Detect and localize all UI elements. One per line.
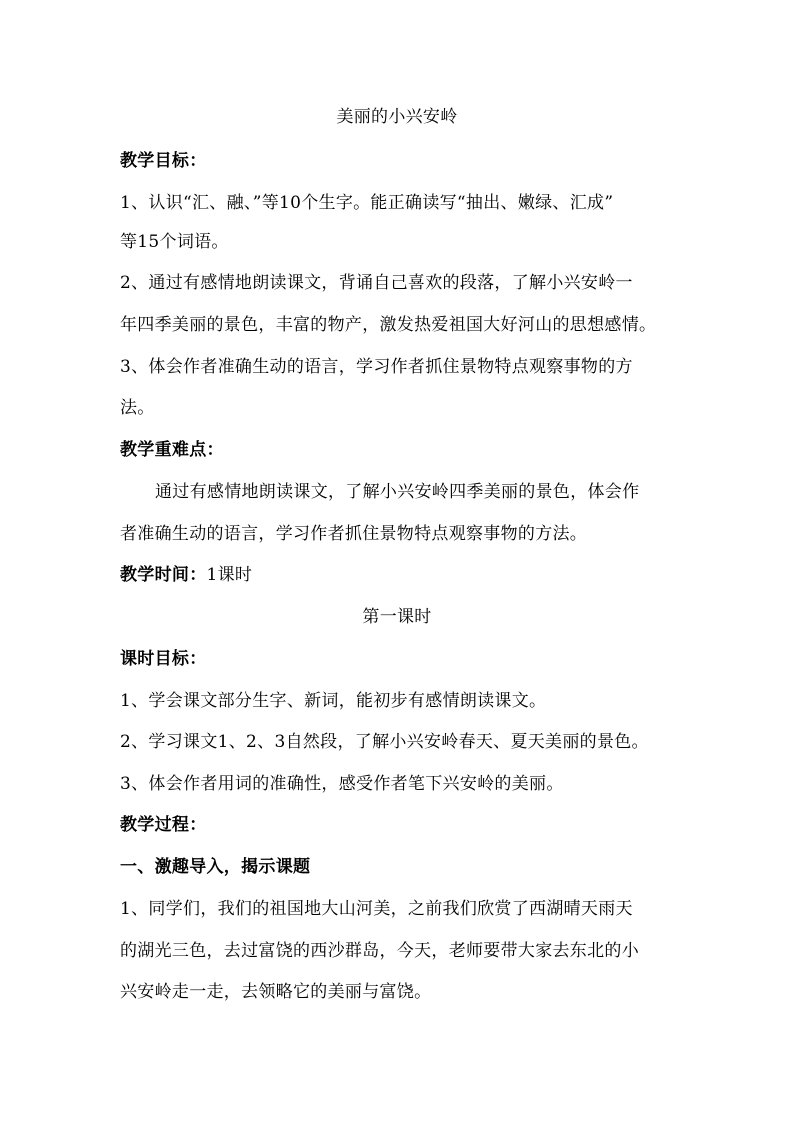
lesson-goal-2: 2、学习课文1、2、3自然段，了解小兴安岭春天、夏天美丽的景色。: [120, 732, 649, 752]
goal-2-line-2: 年四季美丽的景色，丰富的物产，激发热爱祖国大好河山的思想感情。: [120, 315, 657, 335]
lesson-goals-heading: 课时目标：: [120, 649, 207, 669]
key-points-line-1: 通过有感情地朗读课文，了解小兴安岭四季美丽的景色，体会作: [155, 482, 640, 502]
key-points-line-2: 者准确生动的语言，学习作者抓住景物特点观察事物的方法。: [120, 524, 588, 544]
para-1-line-2: 的湖光三色，去过富饶的西沙群岛，今天，老师要带大家去东北的小: [120, 941, 639, 961]
teaching-time: [120, 565, 680, 585]
lesson-title: 第一课时: [362, 607, 432, 627]
section-1-heading: 一、激趣导入，揭示课题: [120, 857, 311, 877]
goals-heading: 教学目标：: [120, 151, 207, 171]
lesson-goal-3: 3、体会作者用词的准确性，感受作者笔下兴安岭的美丽。: [120, 774, 564, 794]
teaching-time-label: 教学时间：: [120, 565, 207, 585]
para-1-line-3: 兴安岭走一走，去领略它的美丽与富饶。: [120, 982, 432, 1002]
goal-1-line-2: 等15个词语。: [120, 232, 229, 252]
teaching-time-value: 1课时: [206, 565, 253, 585]
goal-2-line-1: 2、通过有感情地朗读课文，背诵自己喜欢的段落，了解小兴安岭一: [120, 273, 633, 293]
goal-1-line-1: 1、认识“汇、融、”等10个生字。能正确读写“抽出、嫩绿、汇成”: [120, 193, 614, 213]
document-title: 美丽的小兴安岭: [336, 107, 458, 127]
key-points-heading: 教学重难点：: [120, 440, 224, 460]
goal-3-line-1: 3、体会作者准确生动的语言，学习作者抓住景物特点观察事物的方: [120, 357, 633, 377]
goal-3-line-2: 法。: [120, 398, 155, 418]
lesson-goal-1: 1、学会课文部分生字、新词，能初步有感情朗读课文。: [120, 691, 547, 711]
para-1-line-1: 1、同学们，我们的祖国地大山河美，之前我们欣赏了西湖晴天雨天: [120, 899, 633, 919]
process-heading: 教学过程：: [120, 815, 207, 835]
